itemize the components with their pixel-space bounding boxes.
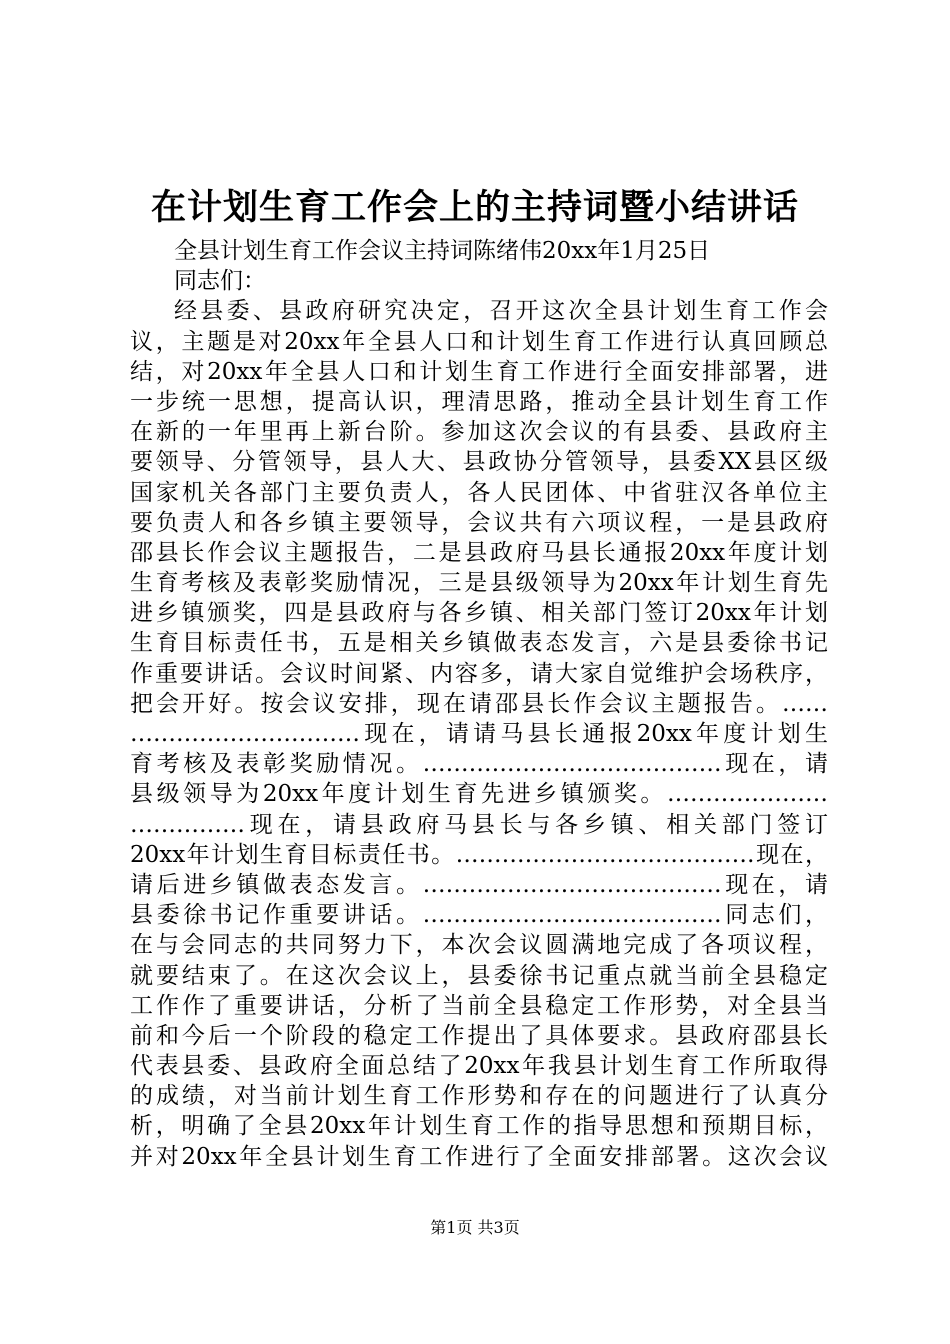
body-line: 工作作了重要讲话，分析了当前全县稳定工作形势，对全县当: [130, 992, 828, 1019]
body-line: 经县委、县政府研究决定，召开这次全县计划生育工作会: [174, 298, 828, 325]
body-line: 20xx年计划生育目标责任书。…………………………………现在，: [130, 841, 828, 868]
body-line: 把会开好。按会议安排，现在请邵县长作会议主题报告。……: [130, 690, 828, 717]
body-line: 并对20xx年全县计划生育工作进行了全面安排部署。这次会议: [130, 1143, 828, 1170]
body-line: 结，对20xx年全县人口和计划生育工作进行全面安排部署，进: [130, 358, 828, 385]
body-line: 生育目标责任书，五是相关乡镇做表态发言，六是县委徐书记: [130, 630, 828, 657]
body-line: 在与会同志的共同努力下，本次会议圆满地完成了各项议程，: [130, 932, 828, 959]
body-line: 县级领导为20xx年度计划生育先进乡镇颁奖。…………………: [130, 781, 828, 808]
body-line: 国家机关各部门主要负责人，各人民团体、中省驻汉各单位主: [130, 479, 828, 506]
salutation-line: 同志们：: [174, 268, 266, 295]
body-line: 一步统一思想，提高认识，理清思路，推动全县计划生育工作: [130, 388, 828, 415]
body-line: 要负责人和各乡镇主要领导，会议共有六项议程，一是县政府: [130, 509, 828, 536]
document-title: 在计划生育工作会上的主持词暨小结讲话: [150, 187, 799, 228]
body-line: 请后进乡镇做表态发言。…………………………………现在，请: [130, 871, 828, 898]
body-line: 析，明确了全县20xx年计划生育工作的指导思想和预期目标，: [130, 1113, 828, 1140]
body-line: 的成绩，对当前计划生育工作形势和存在的问题进行了认真分: [130, 1083, 828, 1110]
body-line: 就要结束了。在这次会议上，县委徐书记重点就当前全县稳定: [130, 962, 828, 989]
body-line: 要领导、分管领导，县人大、县政协分管领导，县委XX县区级: [130, 449, 828, 476]
meeting-subtitle-line: 全县计划生育工作会议主持词陈绪伟20xx年1月25日: [174, 238, 711, 264]
body-line: 前和今后一个阶段的稳定工作提出了具体要求。县政府邵县长: [130, 1022, 828, 1049]
body-line: 议，主题是对20xx年全县人口和计划生育工作进行认真回顾总: [130, 328, 828, 355]
body-line: 在新的一年里再上新台阶。参加这次会议的有县委、县政府主: [130, 419, 828, 446]
body-line: 进乡镇颁奖，四是县政府与各乡镇、相关部门签订20xx年计划: [130, 600, 828, 627]
body-line: 代表县委、县政府全面总结了20xx年我县计划生育工作所取得: [130, 1053, 828, 1080]
body-line: 作重要讲话。会议时间紧、内容多，请大家自觉维护会场秩序，: [130, 660, 828, 687]
body-line: 育考核及表彰奖励情况。…………………………………现在，请: [130, 751, 828, 778]
body-line: 邵县长作会议主题报告，二是县政府马县长通报20xx年度计划: [130, 539, 828, 566]
body-line: 生育考核及表彰奖励情况，三是县级领导为20xx年计划生育先: [130, 570, 828, 597]
document-body: [130, 236, 828, 1172]
body-line: ……………现在，请县政府马县长与各乡镇、相关部门签订: [130, 811, 828, 838]
body-line: 县委徐书记作重要讲话。…………………………………同志们，: [130, 902, 828, 929]
body-line: …………………………现在，请请马县长通报20xx年度计划生: [130, 721, 828, 747]
page-number-footer: 第1页 共3页: [430, 1218, 520, 1237]
